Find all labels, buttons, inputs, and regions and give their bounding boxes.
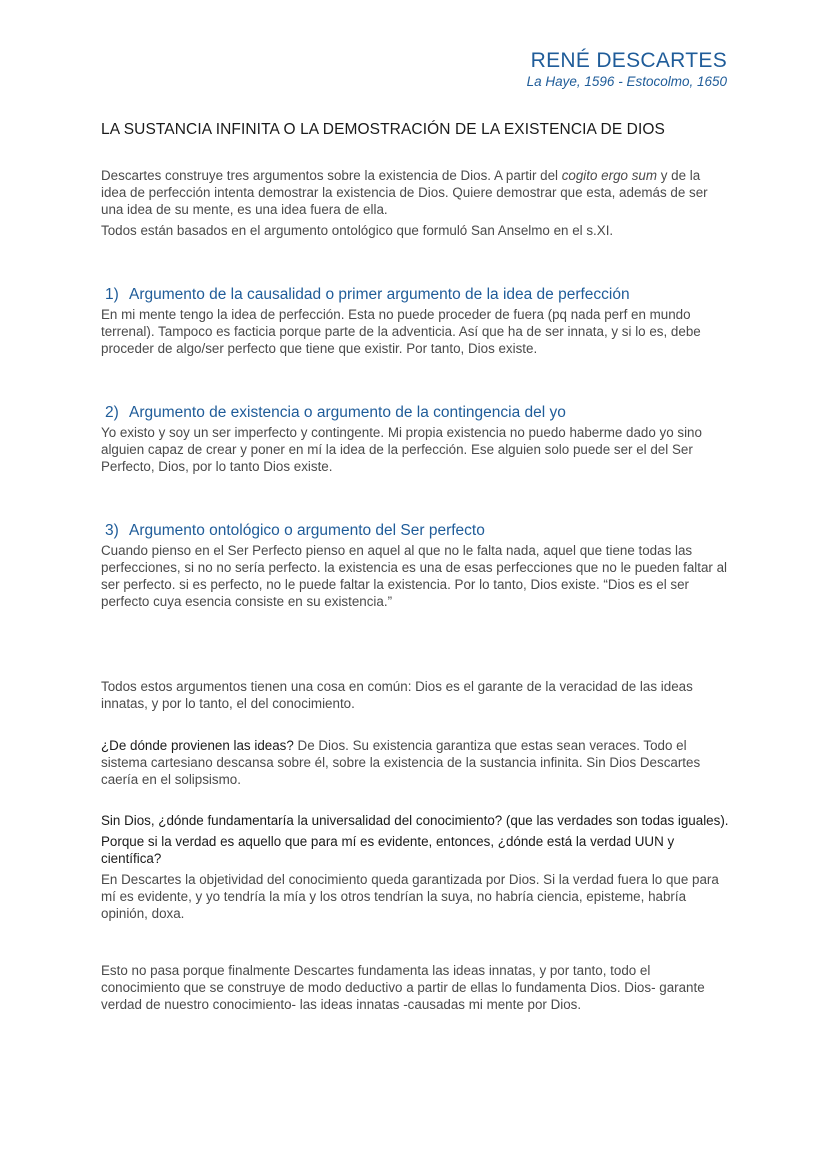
argument-text-1: En mi mente tengo la idea de perfección. Esta no puede proceder de fuera (pq nada perf en mundo terrenal). Tampoco es facticia porque parte de la adventicia. Así que ha de ser innata, y si lo es, debe proceder de algo/ser perfecto que tiene que existir. Por tanto, Dios existe. [101,307,701,356]
intro-paragraph-1 [101,167,729,218]
argument-number-2: 2) [105,404,119,421]
universality-answer: En Descartes la objetividad del conocimiento queda garantizada por Dios. Si la verdad fuera lo que para mí es evidente, y yo tendría la mía y los otros tendrían la suya, no habría ciencia, episteme, habría opinión, doxa. [101,872,719,921]
common-section [101,678,729,712]
origin-question: ¿De dónde provienen las ideas? [101,738,294,753]
cogito-phrase: cogito ergo sum [561,168,657,183]
argument-heading-2 [105,403,729,423]
universality-section [101,812,729,922]
argument-section-1 [101,285,729,357]
origin-paragraph [101,737,729,788]
argument-section-3 [101,521,729,610]
argument-title-2: Argumento de existencia o argumento de la contingencia del yo [129,404,566,421]
argument-text-2: Yo existo y soy un ser imperfecto y contingente. Mi propia existencia no puedo haberme dado yo sino alguien capaz de crear y poner en mí la idea de la perfección. Ese alguien solo puede ser el del Ser Perfecto, Dios, por lo tanto Dios existe. [101,425,702,474]
universality-question-2: Porque si la verdad es aquello que para mí es evidente, entonces, ¿dónde está la verdad UUN y científica? [101,834,675,866]
argument-heading-3 [105,521,729,541]
origin-answer: De Dios. Su existencia garantiza que estas sean veraces. Todo el sistema cartesiano descansa sobre él, sobre la existencia de la sustancia infinita. Sin Dios Descartes caería en el solipsismo. [101,738,701,787]
intro-section [101,167,729,239]
author-dates: La Haye, 1596 - Estocolmo, 1650 [526,74,727,89]
page-header [527,49,727,89]
intro-paragraph-2: Todos están basados en el argumento ontológico que formuló San Anselmo en el s.XI. [101,223,614,238]
conclusion-section [101,962,729,1013]
argument-number-3: 3) [105,522,119,539]
argument-number-1: 1) [105,286,119,303]
intro-text-end: y de la idea de perfección intenta demostrar la existencia de Dios. Quiere demostrar que esta, además de ser una idea de su mente, es una idea fuera de ella. [101,168,708,217]
argument-section-2 [101,403,729,475]
author-name: RENÉ DESCARTES [530,49,727,72]
conclusion-paragraph: Esto no pasa porque finalmente Descartes fundamenta las ideas innatas, y por tanto, todo el conocimiento que se construye de modo deductivo a partir de ellas lo fundamenta Dios. Dios- garante verdad de nuestro conocimiento- las ideas innatas -causadas mi mente por Dios. [101,963,705,1012]
argument-heading-1 [105,285,729,305]
argument-title-1: Argumento de la causalidad o primer argumento de la idea de perfección [129,286,630,303]
argument-text-3: Cuando pienso en el Ser Perfecto pienso en aquel al que no le falta nada, aquel que tiene todas las perfecciones, si no no sería perfecto. la existencia es una de esas perfecciones que no le pueden faltar al ser perfecto. si es perfecto, no le puede faltar la existencia. Por lo tanto, Dios existe. “Dios es el ser perfecto cuya esencia consiste en su existencia.” [101,543,728,609]
document-title: LA SUSTANCIA INFINITA O LA DEMOSTRACIÓN DE LA EXISTENCIA DE DIOS [101,121,665,138]
universality-question-1: Sin Dios, ¿dónde fundamentaría la universalidad del conocimiento? (que las verdades son todas iguales). [101,813,729,828]
origin-section [101,737,729,788]
common-paragraph: Todos estos argumentos tienen una cosa en común: Dios es el garante de la veracidad de las ideas innatas, y por lo tanto, el del conocimiento. [101,679,693,711]
intro-text-start: Descartes construye tres argumentos sobre la existencia de Dios. A partir del [101,168,562,183]
argument-title-3: Argumento ontológico o argumento del Ser perfecto [129,522,485,539]
